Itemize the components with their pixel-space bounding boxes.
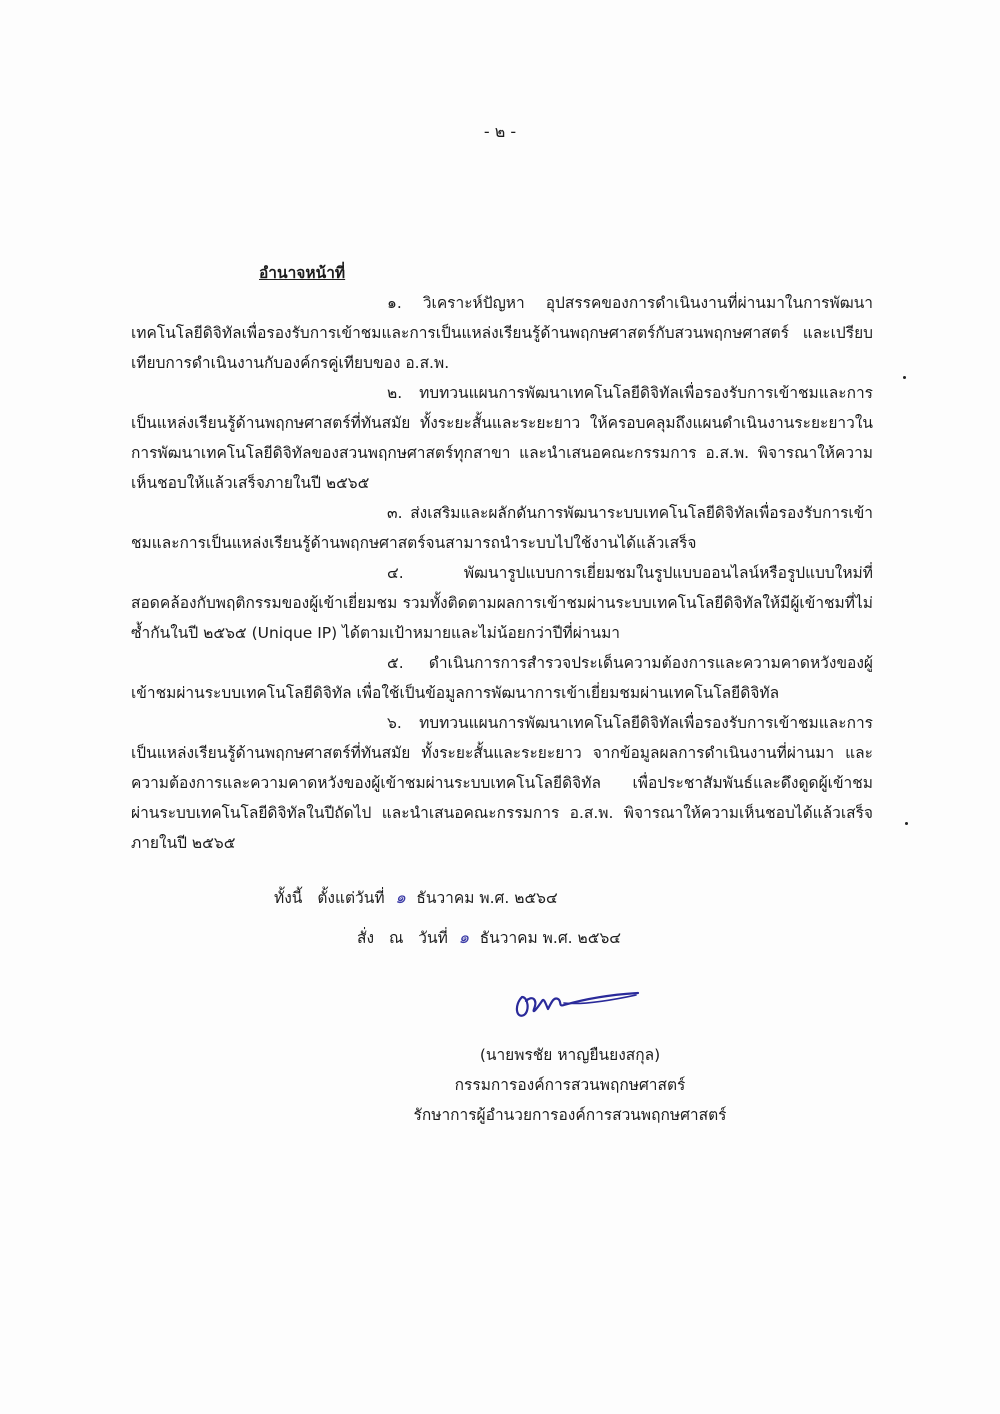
section-heading: อำนาจหน้าที่ (259, 264, 346, 282)
duty-item-3 (131, 498, 873, 558)
duty-number: ๔. (387, 564, 404, 582)
signer-block (380, 1040, 760, 1130)
duty-item-1 (131, 288, 873, 378)
effective-month-year: ธันวาคม พ.ศ. ๒๕๖๔ (416, 889, 558, 907)
duty-text: ทบทวนแผนการพัฒนาเทคโนโลยีดิจิทัลเพื่อรองรับการเข้าชมและการเป็นแหล่งเรียนรู้ด้านพฤกษศาสตร์ที่ทันสมัย ทั้งระยะสั้นและระยะยาว จากข้อมูลผลการดำเนินงานที่ผ่านมา และความต้องการและความคาดหวังของผู้เข้าชมผ่านระบบเทคโนโลยีดิจิทัล เพื่อประชาสัมพันธ์และดึงดูดผู้เข้าชมผ่านระบบเทคโนโลยีดิจิทัลในปีถัดไป และนำเสนอคณะกรรมการ อ.ส.พ. พิจารณาให้ความเห็นชอบได้แล้วเสร็จภายในปี ๒๕๖๕ (131, 714, 873, 852)
duty-text: ดำเนินการการสำรวจประเด็นความต้องการและความคาดหวังของผู้เข้าชมผ่านระบบเทคโนโลยีดิจิทัล เพื่อใช้เป็นข้อมูลการพัฒนาการเข้าเยี่ยมชมผ่านเทคโนโลยีดิจิทัล (131, 654, 873, 702)
order-month-year: ธันวาคม พ.ศ. ๒๕๖๔ (479, 929, 622, 947)
effective-since: ตั้งแต่วันที่ (317, 889, 385, 907)
duty-number: ๓. (387, 504, 403, 522)
duty-text: ทบทวนแผนการพัฒนาเทคโนโลยีดิจิทัลเพื่อรองรับการเข้าชมและการเป็นแหล่งเรียนรู้ด้านพฤกษศาสตร์ที่ทันสมัย ทั้งระยะสั้นและระยะยาว ให้ครอบคลุมถึงแผนดำเนินงานระยะยาวในการพัฒนาเทคโนโลยีดิจิทัลของสวนพฤกษศาสตร์ทุกสาขา และนำเสนอคณะกรรมการ อ.ส.พ. พิจารณาให้ความเห็นชอบให้แล้วเสร็จภายในปี ๒๕๖๕ (131, 384, 873, 492)
scan-speck (903, 376, 906, 379)
page-number: - ๒ - (483, 122, 517, 141)
duty-item-6 (131, 708, 873, 858)
order-at: ณ (388, 929, 404, 947)
signer-name: (นายพรชัย หาญยืนยงสกุล) (479, 1046, 661, 1064)
duty-item-5 (131, 648, 873, 708)
duty-number: ๖. (387, 714, 402, 732)
duty-text: วิเคราะห์ปัญหา อุปสรรคของการดำเนินงานที่ผ่านมาในการพัฒนาเทคโนโลยีดิจิทัลเพื่อรองรับการเข้าชมและการเป็นแหล่งเรียนรู้ด้านพฤกษศาสตร์กับสวนพฤกษศาสตร์ และเปรียบเทียบการดำเนินงานกับองค์กรคู่เทียบของ อ.ส.พ. (131, 294, 873, 372)
order-day: ๑ (458, 928, 470, 948)
signature-image (508, 975, 658, 1035)
order-date-label: วันที่ (418, 929, 448, 947)
duty-number: ๒. (387, 384, 403, 402)
signer-acting-position: รักษาการผู้อำนวยการองค์การสวนพฤกษศาสตร์ (413, 1106, 727, 1124)
order-word: สั่ง (357, 929, 375, 947)
duty-text: พัฒนารูปแบบการเยี่ยมชมในรูปแบบออนไลน์หรือรูปแบบใหม่ที่สอดคล้องกับพฤติกรรมของผู้เข้าเยี่ยมชม รวมทั้งติดตามผลการเข้าชมผ่านระบบเทคโนโลยีดิจิทัลให้มีผู้เข้าชมที่ไม่ซ้ำกันในปี ๒๕๖๕ (Unique IP) ได้ตามเป้าหมายและไม่น้อยกว่าปีที่ผ่านมา (131, 564, 873, 642)
scan-speck (905, 822, 908, 825)
duty-text: ส่งเสริมและผลักดันการพัฒนาระบบเทคโนโลยีดิจิทัลเพื่อรองรับการเข้าชมและการเป็นแหล่งเรียนรู้ด้านพฤกษศาสตร์จนสามารถนำระบบไปใช้งานได้แล้วเสร็จ (131, 504, 873, 552)
duties-section (131, 258, 873, 858)
effective-prefix: ทั้งนี้ (274, 889, 303, 907)
effective-date-line (274, 884, 558, 911)
duty-number: ๕. (387, 654, 404, 672)
duty-item-4 (131, 558, 873, 648)
effective-day: ๑ (395, 888, 406, 908)
order-date-line (357, 924, 621, 951)
duty-item-2 (131, 378, 873, 498)
duty-number: ๑. (387, 294, 402, 312)
signer-position: กรรมการองค์การสวนพฤกษศาสตร์ (454, 1076, 686, 1094)
